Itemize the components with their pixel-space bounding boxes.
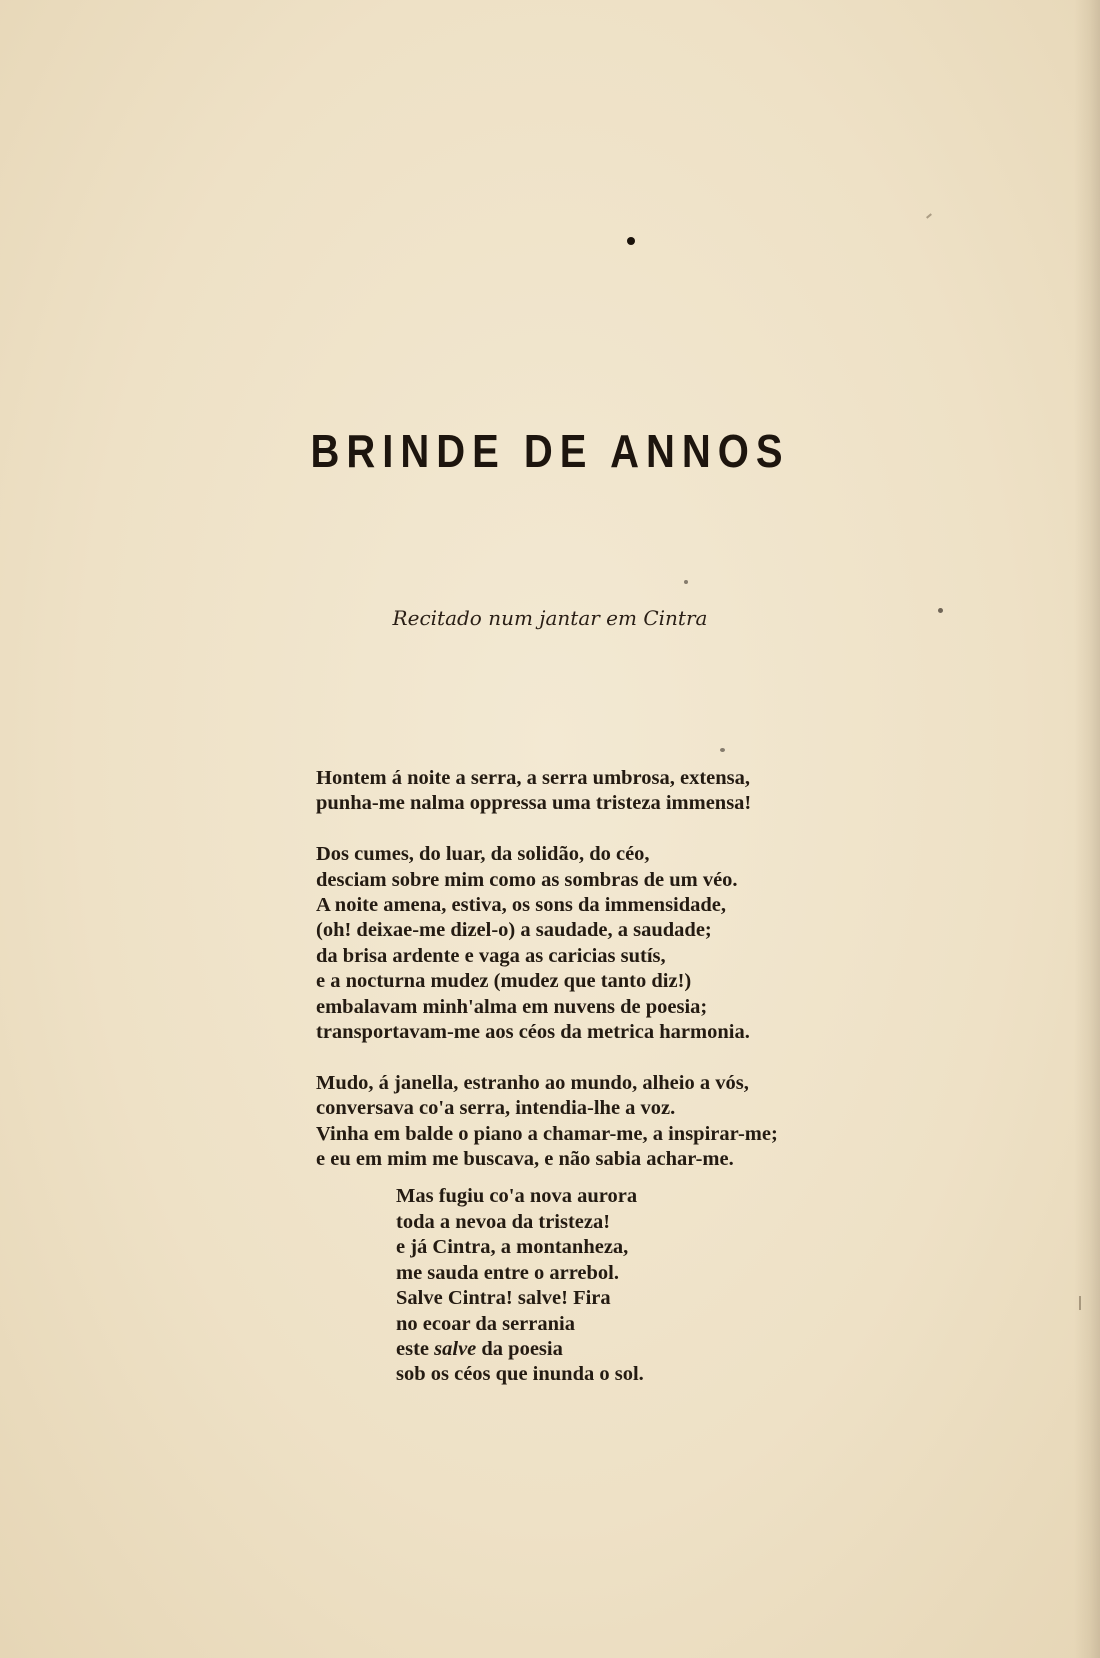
verse-line: me sauda entre o arrebol. bbox=[396, 1261, 620, 1284]
verse-emphasis: salve bbox=[434, 1337, 477, 1360]
paper-fleck bbox=[1079, 1296, 1081, 1310]
verse-line: transportavam-me aos céos da metrica harmonia. bbox=[316, 1021, 750, 1044]
verse-line: e a nocturna mudez (mudez que tanto diz!) bbox=[316, 970, 692, 993]
stanza-1 bbox=[316, 766, 836, 817]
verse-line: Vinha em balde o piano a chamar-me, a inspirar-me; bbox=[316, 1122, 778, 1145]
verse-line: Dos cumes, do luar, da solidão, do céo, bbox=[316, 843, 650, 866]
verse-text: da poesia bbox=[476, 1337, 563, 1360]
stanza-4 bbox=[316, 1184, 836, 1387]
verse-line: Hontem á noite a serra, a serra umbrosa, extensa, bbox=[316, 767, 751, 789]
verse-line: Salve Cintra! salve! Fira bbox=[396, 1287, 611, 1310]
ink-speck bbox=[684, 580, 688, 584]
ink-dot bbox=[627, 237, 635, 245]
verse-line: punha-me nalma oppressa uma tristeza immensa! bbox=[316, 792, 752, 815]
verse-line: e já Cintra, a montanheza, bbox=[396, 1236, 629, 1259]
verse-line: da brisa ardente e vaga as caricias sutís, bbox=[316, 944, 666, 967]
verse-line: A noite amena, estiva, os sons da immensidade, bbox=[316, 894, 727, 917]
poem-title: BRINDE DE ANNOS bbox=[310, 426, 790, 478]
verse-line: no ecoar da serrania bbox=[396, 1312, 575, 1335]
page-edge-shadow bbox=[1074, 0, 1100, 1658]
stanza-2 bbox=[316, 842, 836, 1045]
verse-line: conversava co'a serra, intendia-lhe a voz. bbox=[316, 1097, 676, 1120]
verse-line: sob os céos que inunda o sol. bbox=[396, 1363, 644, 1386]
verse-line: toda a nevoa da tristeza! bbox=[396, 1210, 611, 1233]
verse-line: Mas fugiu co'a nova aurora bbox=[396, 1185, 638, 1208]
stanza-3 bbox=[316, 1071, 836, 1173]
poem-subtitle: Recitado num jantar em Cintra bbox=[392, 606, 708, 630]
verse-line: e eu em mim me buscava, e não sabia achar-me. bbox=[316, 1148, 734, 1171]
ink-speck bbox=[720, 748, 725, 752]
verse-line: desciam sobre mim como as sombras de um véo. bbox=[316, 868, 738, 891]
verse-text: este bbox=[396, 1337, 435, 1360]
verse-line: (oh! deixae-me dizel-o) a saudade, a saudade; bbox=[316, 919, 712, 942]
verse-line: Mudo, á janella, estranho ao mundo, alheio a vós, bbox=[316, 1071, 749, 1094]
verse-line: embalavam minh'alma em nuvens de poesia; bbox=[316, 995, 708, 1018]
verse-line bbox=[396, 1337, 836, 1362]
poem-body bbox=[316, 766, 836, 1388]
